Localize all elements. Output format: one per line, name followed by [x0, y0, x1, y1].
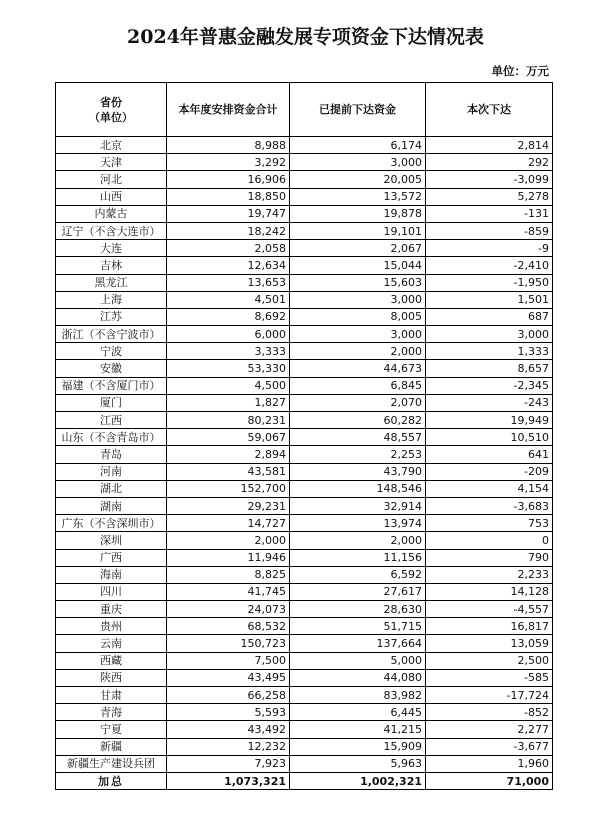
- table-row: [56, 412, 553, 429]
- advance-cell: 3,000: [290, 154, 426, 171]
- advance-cell: 6,174: [290, 137, 426, 154]
- current-cell: -3,677: [426, 738, 553, 755]
- total-row: [56, 772, 553, 789]
- province-cell: 宁波: [56, 343, 167, 360]
- current-cell: 19,949: [426, 412, 553, 429]
- header-province-line2: （单位）: [89, 110, 133, 124]
- province-cell: 陕西: [56, 669, 167, 686]
- advance-cell: 2,000: [290, 532, 426, 549]
- table-row: [56, 738, 553, 755]
- current-cell: -3,099: [426, 171, 553, 188]
- table-row: [56, 515, 553, 532]
- header-current: 本次下达: [426, 83, 553, 137]
- advance-cell: 41,215: [290, 721, 426, 738]
- province-cell: 云南: [56, 635, 167, 652]
- advance-cell: 19,101: [290, 222, 426, 239]
- advance-cell: 2,067: [290, 240, 426, 257]
- total-cell: 43,495: [167, 669, 290, 686]
- table-row: [56, 652, 553, 669]
- province-cell: 新疆生产建设兵团: [56, 755, 167, 772]
- total-cell: 24,073: [167, 601, 290, 618]
- table-row: [56, 566, 553, 583]
- table-row: [56, 721, 553, 738]
- advance-cell: 19,878: [290, 205, 426, 222]
- province-cell: 重庆: [56, 601, 167, 618]
- table-row: [56, 137, 553, 154]
- total-cell: 14,727: [167, 515, 290, 532]
- total-cell: 4,501: [167, 291, 290, 308]
- table-row: [56, 257, 553, 274]
- current-cell: 14,128: [426, 583, 553, 600]
- total-cell: 2,000: [167, 532, 290, 549]
- advance-cell: 13,572: [290, 188, 426, 205]
- table-row: [56, 171, 553, 188]
- total-cell: 16,906: [167, 171, 290, 188]
- advance-cell: 28,630: [290, 601, 426, 618]
- table-row: [56, 205, 553, 222]
- province-cell: 福建（不含厦门市）: [56, 377, 167, 394]
- total-cell: 12,232: [167, 738, 290, 755]
- province-cell: 浙江（不含宁波市）: [56, 326, 167, 343]
- current-cell: 292: [426, 154, 553, 171]
- province-cell: 上海: [56, 291, 167, 308]
- advance-cell: 15,909: [290, 738, 426, 755]
- advance-cell: 44,673: [290, 360, 426, 377]
- advance-cell: 13,974: [290, 515, 426, 532]
- current-cell: -852: [426, 704, 553, 721]
- current-cell: 687: [426, 308, 553, 325]
- funding-table: [55, 82, 553, 790]
- table-row: [56, 326, 553, 343]
- current-cell: 16,817: [426, 618, 553, 635]
- current-cell: 1,501: [426, 291, 553, 308]
- total-cell: 150,723: [167, 635, 290, 652]
- table-row: [56, 429, 553, 446]
- header-province-line1: 省份: [100, 95, 122, 109]
- province-cell: 辽宁（不含大连市）: [56, 222, 167, 239]
- table-row: [56, 360, 553, 377]
- total-cell: 8,692: [167, 308, 290, 325]
- total-cell: 5,593: [167, 704, 290, 721]
- advance-cell: 83,982: [290, 687, 426, 704]
- province-cell: 广西: [56, 549, 167, 566]
- total-cell: 6,000: [167, 326, 290, 343]
- advance-cell: 27,617: [290, 583, 426, 600]
- province-cell: 湖北: [56, 480, 167, 497]
- table-row: [56, 497, 553, 514]
- table-row: [56, 687, 553, 704]
- province-cell: 青海: [56, 704, 167, 721]
- advance-cell: 137,664: [290, 635, 426, 652]
- province-cell: 西藏: [56, 652, 167, 669]
- current-cell: 2,500: [426, 652, 553, 669]
- advance-cell: 5,963: [290, 755, 426, 772]
- current-cell: -209: [426, 463, 553, 480]
- current-cell: -1,950: [426, 274, 553, 291]
- province-cell: 江苏: [56, 308, 167, 325]
- province-cell: 宁夏: [56, 721, 167, 738]
- table-row: [56, 583, 553, 600]
- unit-label: 单位：万元: [491, 64, 549, 78]
- province-cell: 贵州: [56, 618, 167, 635]
- current-cell: 3,000: [426, 326, 553, 343]
- total-cell: 80,231: [167, 412, 290, 429]
- advance-cell: 60,282: [290, 412, 426, 429]
- advance-cell: 2,253: [290, 446, 426, 463]
- current-cell: -2,410: [426, 257, 553, 274]
- header-province: [56, 83, 167, 137]
- total-cell: 3,292: [167, 154, 290, 171]
- table-row: [56, 291, 553, 308]
- advance-cell: 3,000: [290, 291, 426, 308]
- current-cell: 753: [426, 515, 553, 532]
- table-row: [56, 446, 553, 463]
- province-cell: 四川: [56, 583, 167, 600]
- total-cell: 13,653: [167, 274, 290, 291]
- table-row: [56, 188, 553, 205]
- total-cell: 2,058: [167, 240, 290, 257]
- province-cell: 广东（不含深圳市）: [56, 515, 167, 532]
- province-cell: 大连: [56, 240, 167, 257]
- advance-cell: 15,044: [290, 257, 426, 274]
- current-cell: 2,233: [426, 566, 553, 583]
- total-cell: 19,747: [167, 205, 290, 222]
- advance-cell: 20,005: [290, 171, 426, 188]
- table-row: [56, 463, 553, 480]
- table-row: [56, 755, 553, 772]
- total-cell: 4,500: [167, 377, 290, 394]
- current-cell: -4,557: [426, 601, 553, 618]
- province-cell: 甘肃: [56, 687, 167, 704]
- total-province-cell: 加总: [56, 772, 167, 789]
- total-cell: 7,500: [167, 652, 290, 669]
- table-row: [56, 480, 553, 497]
- province-cell: 黑龙江: [56, 274, 167, 291]
- advance-cell: 32,914: [290, 497, 426, 514]
- current-cell: -859: [426, 222, 553, 239]
- advance-cell: 6,445: [290, 704, 426, 721]
- total-cell: 18,850: [167, 188, 290, 205]
- advance-cell: 15,603: [290, 274, 426, 291]
- current-cell: 8,657: [426, 360, 553, 377]
- current-cell: 641: [426, 446, 553, 463]
- province-cell: 江西: [56, 412, 167, 429]
- total-cell: 43,492: [167, 721, 290, 738]
- total-cell: 29,231: [167, 497, 290, 514]
- province-cell: 厦门: [56, 394, 167, 411]
- current-cell: -9: [426, 240, 553, 257]
- table-row: [56, 394, 553, 411]
- current-cell: 10,510: [426, 429, 553, 446]
- table-row: [56, 240, 553, 257]
- current-cell: -3,683: [426, 497, 553, 514]
- table-row: [56, 704, 553, 721]
- current-cell: 1,333: [426, 343, 553, 360]
- current-cell: -17,724: [426, 687, 553, 704]
- advance-cell: 44,080: [290, 669, 426, 686]
- current-cell: 1,960: [426, 755, 553, 772]
- table-row: [56, 154, 553, 171]
- current-cell: -131: [426, 205, 553, 222]
- total-cell: 12,634: [167, 257, 290, 274]
- current-cell: -2,345: [426, 377, 553, 394]
- province-cell: 内蒙古: [56, 205, 167, 222]
- total-cell: 43,581: [167, 463, 290, 480]
- table-row: [56, 343, 553, 360]
- table-body: [56, 137, 553, 790]
- current-cell: 2,277: [426, 721, 553, 738]
- province-cell: 吉林: [56, 257, 167, 274]
- current-cell: 13,059: [426, 635, 553, 652]
- table-row: [56, 377, 553, 394]
- current-cell: 4,154: [426, 480, 553, 497]
- table-row: [56, 669, 553, 686]
- current-cell: 0: [426, 532, 553, 549]
- current-cell: 2,814: [426, 137, 553, 154]
- table-row: [56, 308, 553, 325]
- advance-cell: 3,000: [290, 326, 426, 343]
- total-cell: 2,894: [167, 446, 290, 463]
- total-current-cell: 71,000: [426, 772, 553, 789]
- total-cell: 7,923: [167, 755, 290, 772]
- total-cell: 53,330: [167, 360, 290, 377]
- table-row: [56, 274, 553, 291]
- advance-cell: 148,546: [290, 480, 426, 497]
- total-cell: 59,067: [167, 429, 290, 446]
- advance-cell: 2,070: [290, 394, 426, 411]
- current-cell: 5,278: [426, 188, 553, 205]
- table-row: [56, 618, 553, 635]
- advance-cell: 5,000: [290, 652, 426, 669]
- total-advance-cell: 1,002,321: [290, 772, 426, 789]
- total-cell: 8,988: [167, 137, 290, 154]
- table-row: [56, 549, 553, 566]
- table-row: [56, 635, 553, 652]
- table-row: [56, 601, 553, 618]
- total-cell: 3,333: [167, 343, 290, 360]
- province-cell: 山西: [56, 188, 167, 205]
- advance-cell: 48,557: [290, 429, 426, 446]
- advance-cell: 8,005: [290, 308, 426, 325]
- header-advance: 已提前下达资金: [290, 83, 426, 137]
- province-cell: 青岛: [56, 446, 167, 463]
- advance-cell: 6,592: [290, 566, 426, 583]
- table-row: [56, 532, 553, 549]
- advance-cell: 51,715: [290, 618, 426, 635]
- total-cell: 11,946: [167, 549, 290, 566]
- header-row: [56, 83, 553, 137]
- total-cell: 41,745: [167, 583, 290, 600]
- current-cell: -585: [426, 669, 553, 686]
- advance-cell: 11,156: [290, 549, 426, 566]
- province-cell: 湖南: [56, 497, 167, 514]
- current-cell: -243: [426, 394, 553, 411]
- total-cell: 1,827: [167, 394, 290, 411]
- advance-cell: 6,845: [290, 377, 426, 394]
- advance-cell: 43,790: [290, 463, 426, 480]
- province-cell: 河北: [56, 171, 167, 188]
- province-cell: 北京: [56, 137, 167, 154]
- province-cell: 天津: [56, 154, 167, 171]
- table-row: [56, 222, 553, 239]
- total-total-cell: 1,073,321: [167, 772, 290, 789]
- page-title: 2024年普惠金融发展专项资金下达情况表: [127, 26, 484, 48]
- advance-cell: 2,000: [290, 343, 426, 360]
- current-cell: 790: [426, 549, 553, 566]
- province-cell: 新疆: [56, 738, 167, 755]
- province-cell: 河南: [56, 463, 167, 480]
- total-cell: 66,258: [167, 687, 290, 704]
- total-cell: 8,825: [167, 566, 290, 583]
- province-cell: 安徽: [56, 360, 167, 377]
- header-total: 本年度安排资金合计: [167, 83, 290, 137]
- total-cell: 18,242: [167, 222, 290, 239]
- total-cell: 68,532: [167, 618, 290, 635]
- province-cell: 海南: [56, 566, 167, 583]
- total-cell: 152,700: [167, 480, 290, 497]
- province-cell: 深圳: [56, 532, 167, 549]
- province-cell: 山东（不含青岛市）: [56, 429, 167, 446]
